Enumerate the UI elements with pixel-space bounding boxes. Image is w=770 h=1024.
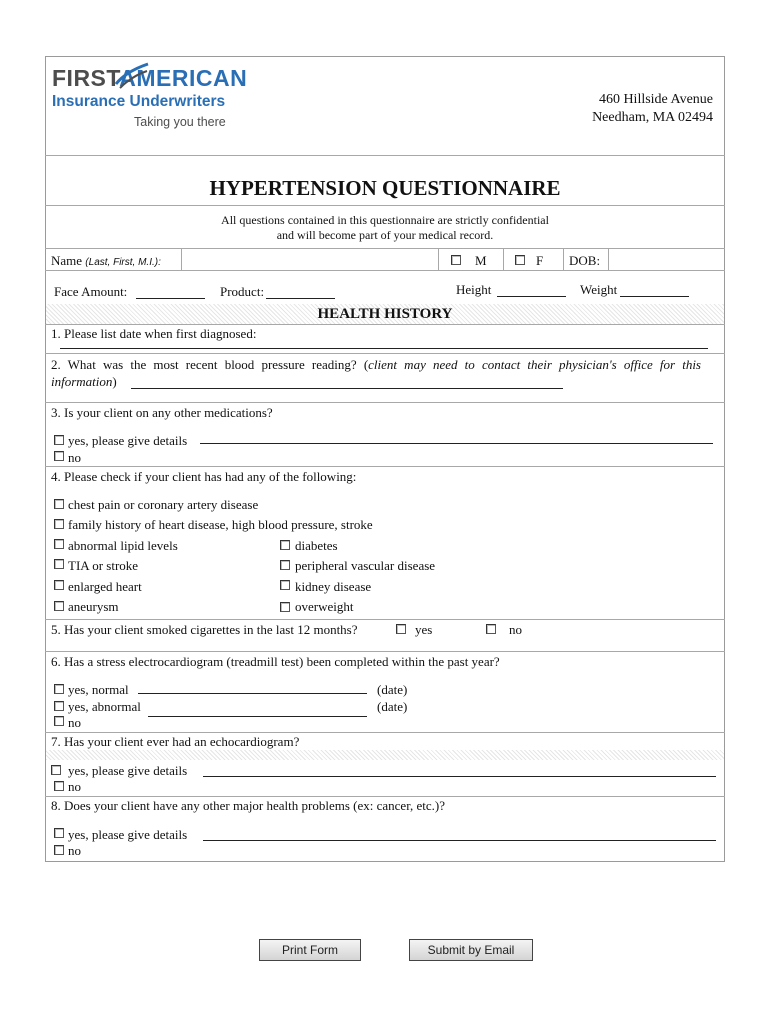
q6-normal-label: yes, normal (68, 682, 129, 697)
q4-checkbox-kidney[interactable] (280, 580, 290, 590)
divider (45, 466, 725, 467)
q4-checkbox-chest-pain[interactable] (54, 499, 64, 509)
name-label (51, 253, 161, 271)
q3-yes-checkbox[interactable] (54, 435, 64, 445)
q1-diagnosed-date-input[interactable] (60, 348, 708, 349)
logo-swoosh-icon (114, 62, 150, 92)
q4-checkbox-enlarged-heart[interactable] (54, 580, 64, 590)
q8-details-input[interactable] (203, 840, 716, 841)
sex-f-label: F (536, 253, 544, 268)
weight-label: Weight (580, 282, 618, 297)
divider (45, 796, 725, 797)
divider (45, 353, 725, 354)
height-input[interactable] (497, 296, 566, 297)
confidential-note-1: All questions contained in this questionnaire are strictly confidential (221, 213, 549, 227)
health-history-heading: HEALTH HISTORY (317, 306, 453, 322)
name-hint: (Last, First, M.I.): (85, 257, 161, 268)
question-8: 8. Does your client have any other major health problems (ex: cancer, etc.)? (51, 798, 446, 813)
q4-checkbox-diabetes[interactable] (280, 540, 290, 550)
question-3: 3. Is your client on any other medications? (51, 405, 273, 420)
q4-label-diabetes: diabetes (295, 538, 338, 553)
height-label: Height (456, 282, 492, 297)
q4-checkbox-overweight[interactable] (280, 602, 290, 612)
q4-label-enlarged-heart: enlarged heart (68, 579, 142, 594)
divider (45, 619, 725, 620)
product-input[interactable] (266, 298, 335, 299)
q7-details-input[interactable] (203, 776, 716, 777)
name-input[interactable] (182, 249, 437, 270)
dob-label: DOB: (569, 253, 601, 268)
q3-no-label: no (68, 450, 81, 465)
q7-band (46, 750, 724, 760)
divider (45, 402, 725, 403)
sex-f-checkbox[interactable] (515, 255, 525, 265)
field-border (563, 249, 564, 270)
q3-details-input[interactable] (200, 443, 713, 444)
q3-yes-label: yes, please give details (68, 433, 188, 448)
q8-yes-label: yes, please give details (68, 827, 188, 842)
q4-label-family-history: family history of heart disease, high blood pressure, stroke (68, 517, 373, 532)
logo-first: FIRST (52, 65, 120, 91)
sex-m-label: M (475, 253, 487, 268)
q3-no-checkbox[interactable] (54, 451, 64, 461)
q5-no-label: no (509, 622, 522, 637)
name-label-text: Name (51, 253, 83, 268)
q4-label-kidney: kidney disease (295, 579, 372, 594)
logo-american: AMERICAN (119, 65, 248, 91)
q4-label-pvd: peripheral vascular disease (295, 558, 436, 573)
address-line-1: 460 Hillside Avenue (598, 92, 713, 107)
print-form-button[interactable]: Print Form (259, 939, 361, 961)
q6-abnormal-checkbox[interactable] (54, 701, 64, 711)
page-title: HYPERTENSION QUESTIONNAIRE (209, 176, 561, 200)
address-line-2: Needham, MA 02494 (592, 110, 713, 125)
divider (45, 651, 725, 652)
q7-yes-checkbox[interactable] (51, 765, 61, 775)
q4-label-chest-pain: chest pain or coronary artery disease (68, 497, 259, 512)
q2-italic: client may need to contact their physician's office for this (368, 357, 701, 372)
submit-by-email-button[interactable]: Submit by Email (409, 939, 533, 961)
q8-no-label: no (68, 843, 81, 858)
question-2 (51, 357, 701, 373)
sex-m-checkbox[interactable] (451, 255, 461, 265)
face-amount-input[interactable] (136, 298, 205, 299)
q4-checkbox-pvd[interactable] (280, 560, 290, 570)
q4-checkbox-family-history[interactable] (54, 519, 64, 529)
weight-input[interactable] (620, 296, 689, 297)
q6-abnormal-label: yes, abnormal (68, 699, 141, 714)
q4-label-aneurysm: aneurysm (68, 599, 119, 614)
q4-checkbox-aneurysm[interactable] (54, 601, 64, 611)
q8-no-checkbox[interactable] (54, 845, 64, 855)
q2-end: ) (112, 374, 117, 389)
dob-input[interactable] (609, 249, 724, 270)
divider (45, 155, 725, 156)
question-7: 7. Has your client ever had an echocardiogram? (51, 734, 300, 749)
divider (45, 270, 725, 271)
question-1: 1. Please list date when first diagnosed: (51, 326, 257, 341)
q6-normal-checkbox[interactable] (54, 684, 64, 694)
divider (45, 205, 725, 206)
product-label: Product: (220, 284, 265, 299)
q4-checkbox-tia[interactable] (54, 559, 64, 569)
field-border (503, 249, 504, 270)
q5-yes-label: yes (415, 622, 433, 637)
q6-no-checkbox[interactable] (54, 716, 64, 726)
q6-normal-date-input[interactable] (138, 693, 367, 694)
logo-tagline: Taking you there (134, 115, 226, 129)
question-6: 6. Has a stress electrocardiogram (treadmill test) been completed within the past year? (51, 654, 500, 669)
q2-italic-2: information (51, 374, 113, 389)
q4-label-lipid: abnormal lipid levels (68, 538, 178, 553)
q4-label-tia: TIA or stroke (68, 558, 139, 573)
logo-subtitle: Insurance Underwriters (52, 93, 226, 110)
q4-label-overweight: overweight (295, 599, 354, 614)
q6-date-label-1: (date) (377, 682, 408, 697)
name-field-right-border (438, 249, 439, 270)
q2-text: 2. What was the most recent blood pressure reading? ( (51, 357, 369, 372)
question-2-cont (51, 374, 117, 390)
q5-yes-checkbox[interactable] (396, 624, 406, 634)
q7-no-label: no (68, 779, 81, 794)
q7-yes-label: yes, please give details (68, 763, 188, 778)
face-amount-label: Face Amount: (54, 284, 128, 299)
confidential-note-2: and will become part of your medical record. (276, 228, 494, 242)
q4-checkbox-lipid[interactable] (54, 539, 64, 549)
q6-no-label: no (68, 715, 81, 730)
question-4: 4. Please check if your client has had any of the following: (51, 469, 357, 484)
divider (45, 324, 725, 325)
company-logo (52, 64, 252, 134)
question-5: 5. Has your client smoked cigarettes in the last 12 months? (51, 622, 358, 637)
q7-no-checkbox[interactable] (54, 781, 64, 791)
q6-abnormal-date-input[interactable] (148, 716, 367, 717)
q8-yes-checkbox[interactable] (54, 828, 64, 838)
q5-no-checkbox[interactable] (486, 624, 496, 634)
divider (45, 732, 725, 733)
q6-date-label-2: (date) (377, 699, 408, 714)
q2-reading-input[interactable] (131, 388, 563, 389)
